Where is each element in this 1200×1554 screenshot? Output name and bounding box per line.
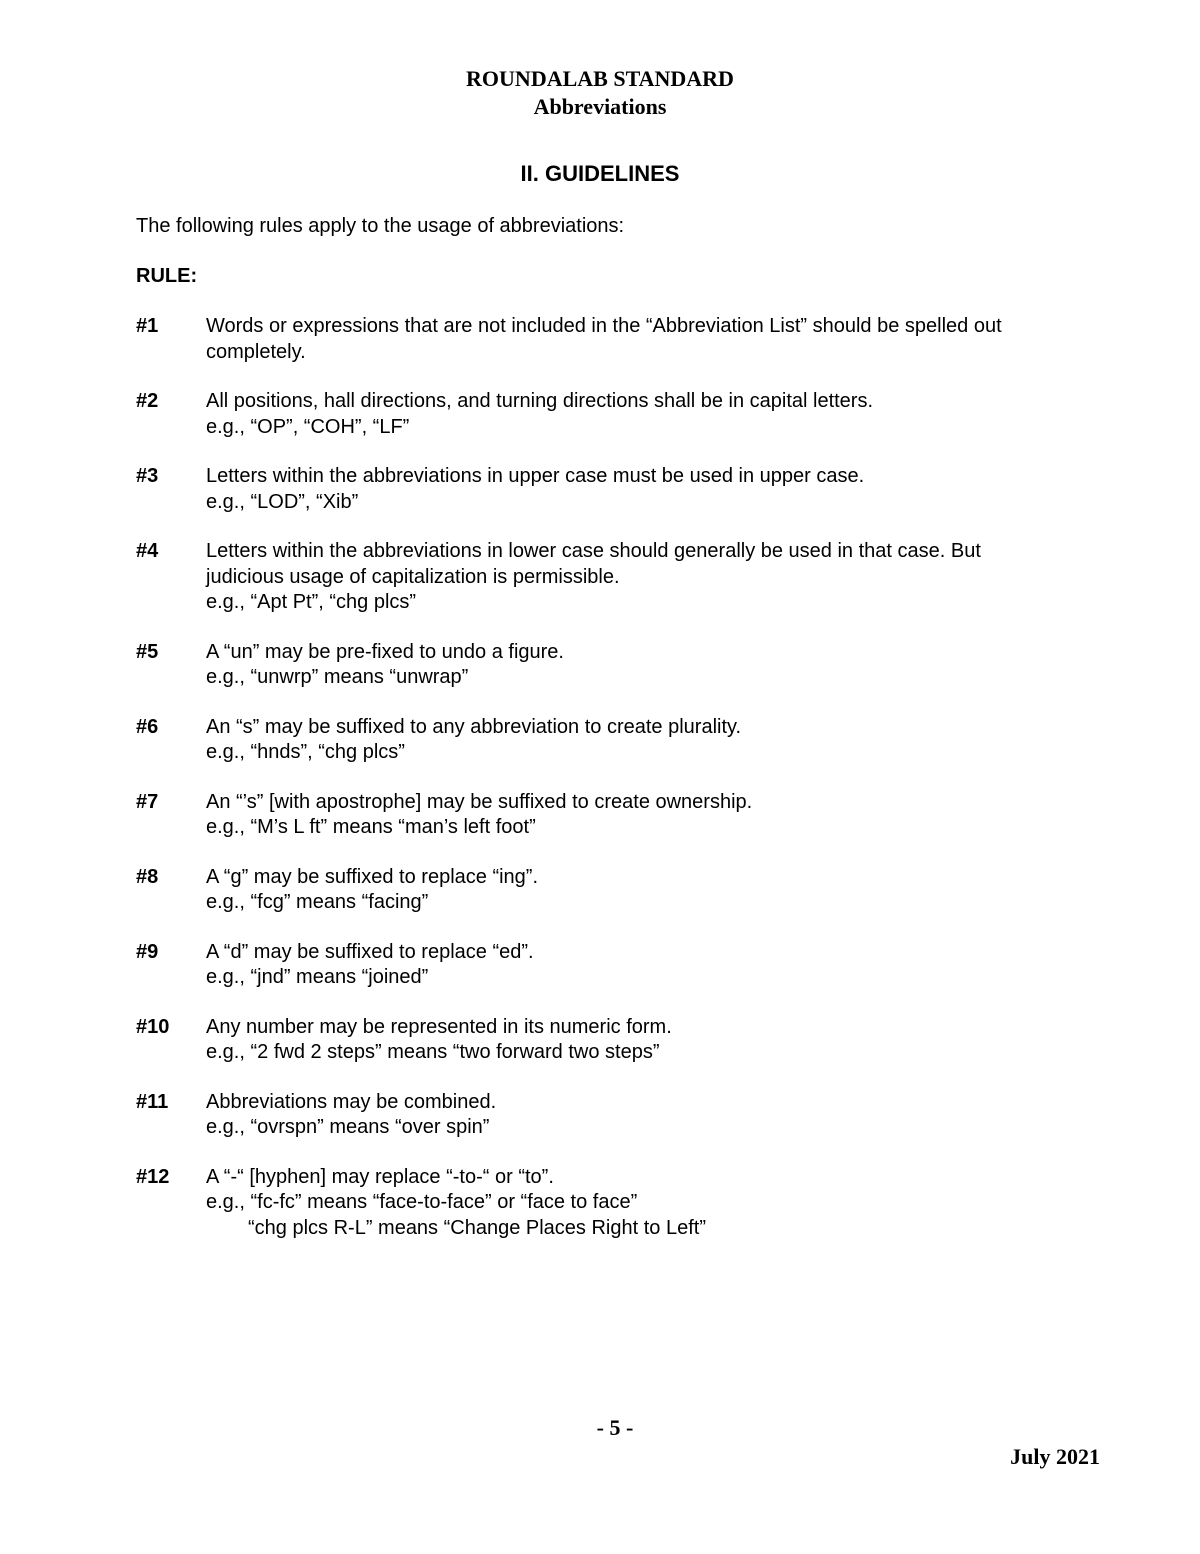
rule-item [136, 464, 1100, 515]
rule-number: #7 [136, 790, 159, 813]
rule-text-line: e.g., “fcg” means “facing” [206, 891, 429, 913]
rule-text-line: A “g” may be suffixed to replace “ing”. [206, 865, 539, 888]
rule-text-line: e.g., “ovrspn” means “over spin” [206, 1116, 490, 1138]
rule-text-line: e.g., “2 fwd 2 steps” means “two forward two steps” [206, 1041, 660, 1063]
rule-text-line: e.g., “fc-fc” means “face-to-face” or “face to face” [206, 1191, 638, 1213]
rule-label: RULE: [136, 265, 198, 287]
rule-text-line: Words or expressions that are not included in the “Abbreviation List” should be spelled out [206, 315, 1002, 337]
rule-number: #3 [136, 465, 159, 487]
rule-item [136, 1015, 1100, 1066]
rule-text-line: completely. [206, 340, 306, 363]
document-title: ROUNDALAB STANDARD [466, 66, 734, 91]
rule-text-line: e.g., “unwrp” means “unwrap” [206, 666, 469, 688]
rule-item [136, 539, 1100, 616]
intro-paragraph: The following rules apply to the usage of abbreviations: [136, 215, 625, 237]
rule-number: #10 [136, 1015, 170, 1038]
rule-text-line: An “s” may be suffixed to any abbreviation to create plurality. [206, 715, 742, 738]
rule-text-line: judicious usage of capitalization is permissible. [206, 565, 620, 588]
rule-item [136, 1090, 1100, 1141]
rule-number: #1 [136, 315, 159, 337]
rule-item [136, 715, 1100, 766]
rule-text-line: e.g., “hnds”, “chg plcs” [206, 741, 405, 763]
rule-number: #9 [136, 940, 159, 963]
rule-text-line: Letters within the abbreviations in upper case must be used in upper case. [206, 465, 865, 487]
rule-item [136, 1165, 1100, 1242]
rule-number: #8 [136, 865, 159, 888]
rule-item [136, 640, 1100, 691]
rule-text-line: e.g., “jnd” means “joined” [206, 966, 429, 988]
rule-text-line: e.g., “LOD”, “Xib” [206, 490, 359, 513]
rule-text-line: Any number may be represented in its numeric form. [206, 1015, 672, 1038]
rule-number: #4 [136, 540, 159, 562]
document-date: July 2021 [1010, 1444, 1100, 1469]
rule-number: #2 [136, 390, 159, 412]
rule-text-line: A “-“ [hyphen] may replace “-to-“ or “to”. [206, 1165, 554, 1188]
rule-number: #11 [136, 1090, 169, 1113]
rule-number: #5 [136, 640, 159, 663]
section-title: II. GUIDELINES [520, 161, 680, 186]
rule-item [136, 389, 1100, 440]
rule-text-line: A “d” may be suffixed to replace “ed”. [206, 940, 534, 963]
rule-text-line: e.g., “OP”, “COH”, “LF” [206, 415, 410, 438]
rule-text-line: All positions, hall directions, and turning directions shall be in capital letters. [206, 390, 874, 412]
rule-text-line: A “un” may be pre-fixed to undo a figure. [206, 640, 564, 663]
rule-number: #12 [136, 1165, 170, 1188]
rule-item [136, 314, 1100, 365]
rule-item [136, 790, 1100, 841]
document-subtitle: Abbreviations [533, 94, 667, 119]
rule-text-line: Abbreviations may be combined. [206, 1090, 497, 1113]
rule-text-line: e.g., “Apt Pt”, “chg plcs” [206, 591, 417, 613]
rule-text-line: Letters within the abbreviations in lower case should generally be used in that case. But [206, 540, 981, 562]
rule-number: #6 [136, 715, 159, 738]
page-number: - 5 - [596, 1415, 634, 1440]
rule-text-line: An “’s” [with apostrophe] may be suffixed to create ownership. [206, 790, 753, 813]
rule-item [136, 865, 1100, 916]
rule-text-line: e.g., “M’s L ft” means “man’s left foot” [206, 816, 536, 838]
rule-item [136, 940, 1100, 991]
rule-text-line: “chg plcs R-L” means “Change Places Right to Left” [248, 1216, 706, 1239]
rules-list [136, 314, 1100, 1265]
